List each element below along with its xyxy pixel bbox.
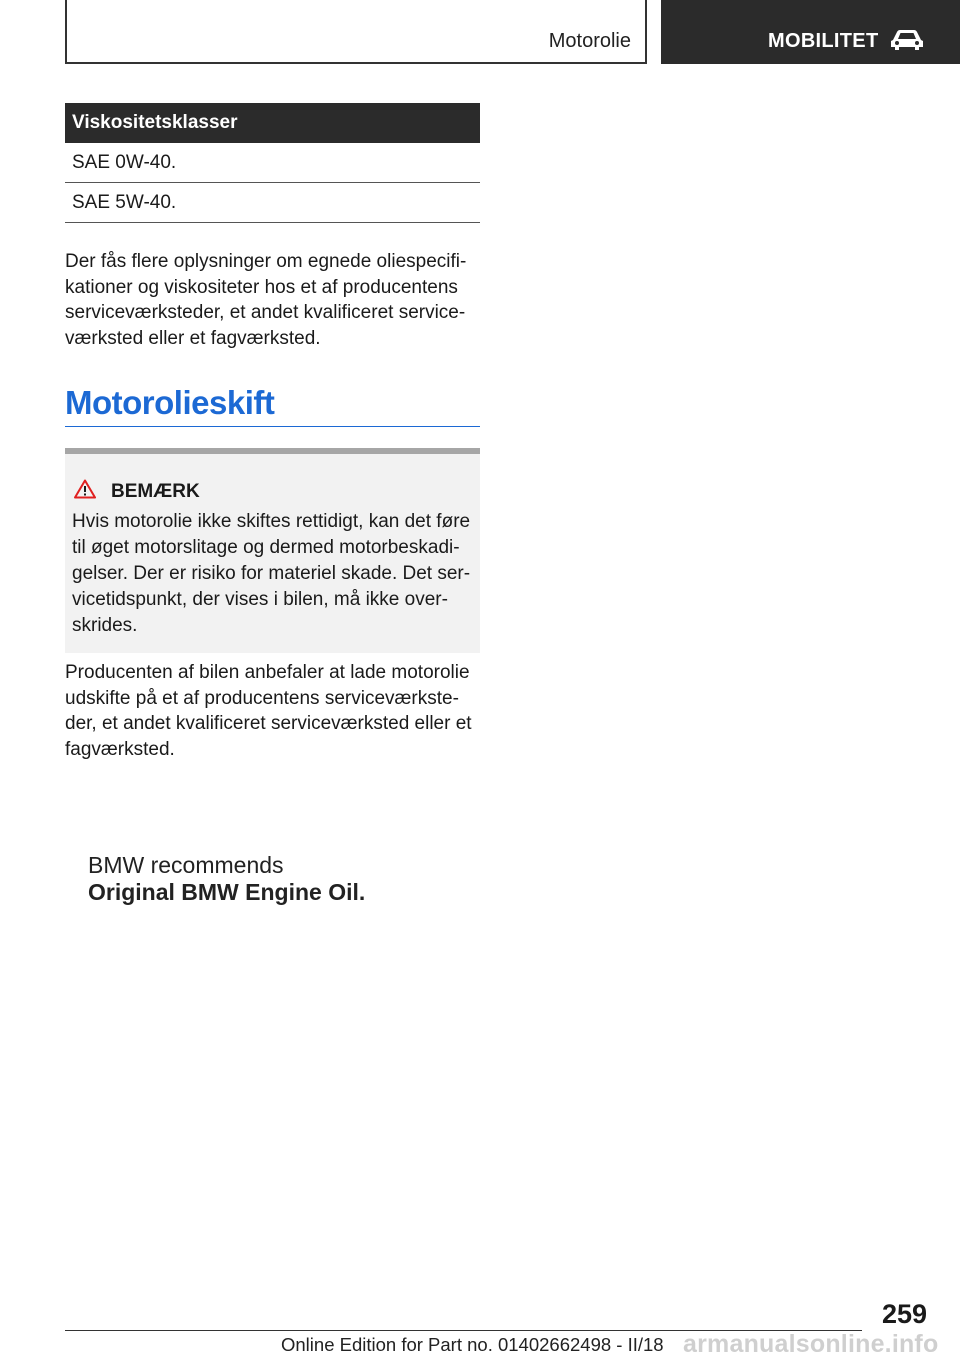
table-header: Viskositetsklasser <box>65 103 480 143</box>
viscosity-table <box>65 103 480 223</box>
heading-divider <box>65 426 480 427</box>
recommendation-line2: Original BMW Engine Oil. <box>88 879 366 905</box>
warning-triangle-icon <box>74 479 96 499</box>
watermark: armanualsonline.info <box>683 1330 939 1358</box>
info-paragraph: Der fås flere oplysninger om egnede oliespecifi-kationer og viskositeter hos et af producentens serviceværksteder, et andet kvalificeret service-værksted eller et fagværksted. <box>65 251 467 349</box>
section-heading: Motorolieskift <box>65 384 275 421</box>
recommendation-line1: BMW recommends <box>88 852 284 878</box>
header-chapter-tab <box>661 0 960 64</box>
header-section-box <box>65 0 647 64</box>
car-icon <box>889 28 925 52</box>
note-body: Hvis motorolie ikke skiftes rettidigt, kan det føre til øget motorslitage og dermed motorbeskadi-gelser. Der er risiko for materiel skade. Det ser-vicetidspunkt, der vises i bilen, må ikke over-skrides. <box>72 511 471 636</box>
header-section-title: Motorolie <box>548 30 631 52</box>
page-number: 259 <box>881 1299 927 1329</box>
header-chapter-label: MOBILITET <box>768 30 879 52</box>
recommendation-paragraph: Producenten af bilen anbefaler at lade motorolie udskifte på et af producentens serviceværkste-der, et andet kvalificeret serviceværksted eller et fagværksted. <box>65 662 472 760</box>
footer-edition: Online Edition for Part no. 01402662498 - II/18 <box>281 1334 664 1355</box>
note-title: BEMÆRK <box>111 481 200 502</box>
note-box <box>65 448 480 653</box>
table-row: SAE 5W-40. <box>65 183 480 223</box>
bmw-oil-recommendation <box>88 852 365 906</box>
table-row: SAE 0W-40. <box>65 143 480 183</box>
